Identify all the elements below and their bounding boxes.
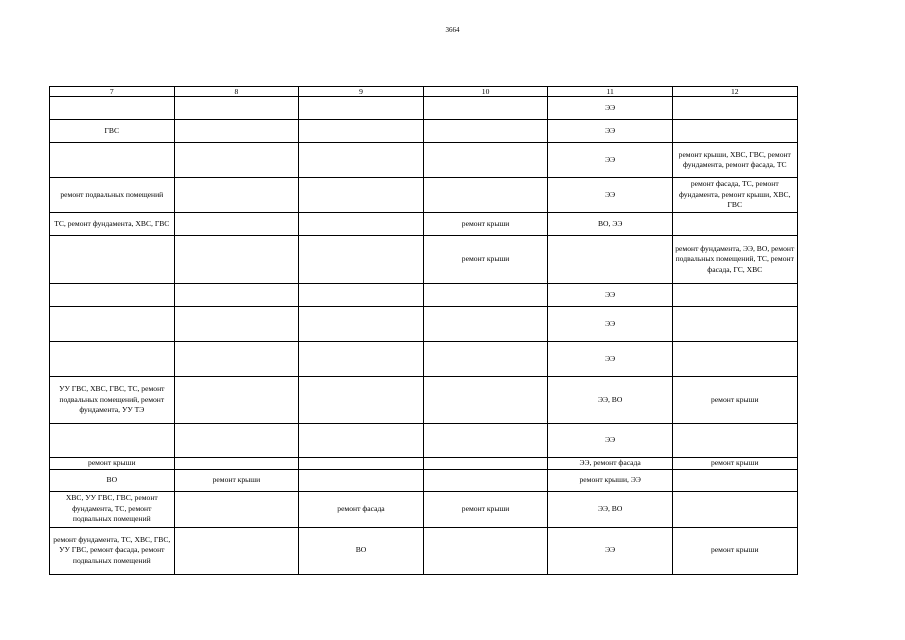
table-row [50,527,798,574]
table-cell [174,143,299,178]
table-cell: ЭЭ, ремонт фасада [548,458,673,470]
column-header-10: 10 [423,87,548,97]
table-row [50,491,798,527]
table-cell [299,469,424,491]
table-cell [423,458,548,470]
table-cell [423,469,548,491]
table-cell [174,491,299,527]
table-cell: ЭЭ [548,527,673,574]
table-cell: ремонт крыши [423,491,548,527]
table-cell: ЭЭ, ВО [548,491,673,527]
column-header-11: 11 [548,87,673,97]
table-cell [423,342,548,377]
table-cell [299,97,424,120]
table-row [50,284,798,307]
table-cell [423,120,548,143]
table-cell [299,342,424,377]
table-row [50,213,798,236]
table-cell: ремонт фундамента, ТС, ХВС, ГВС, УУ ГВС, ремонт фасада, ремонт подвальных помещений [50,527,175,574]
table-cell [174,236,299,284]
data-table [49,86,798,575]
table-cell [299,143,424,178]
table-cell [672,97,797,120]
table-cell: ЭЭ [548,424,673,458]
table-row [50,120,798,143]
table-cell [423,143,548,178]
table-cell: ремонт крыши, ЭЭ [548,469,673,491]
header-row [50,87,798,97]
table-row [50,307,798,342]
table-row [50,458,798,470]
table-cell [50,97,175,120]
table-cell [50,307,175,342]
table-row [50,342,798,377]
table-cell: ГВС [50,120,175,143]
table-cell: ремонт крыши [672,527,797,574]
table-cell [174,307,299,342]
column-header-9: 9 [299,87,424,97]
table-cell [423,284,548,307]
table-cell [672,307,797,342]
table-cell: УУ ГВС, ХВС, ГВС, ТС, ремонт подвальных помещений, ремонт фундамента, УУ ТЭ [50,377,175,424]
table-row [50,97,798,120]
table-cell: ремонт крыши [672,458,797,470]
table-cell [299,458,424,470]
table-cell: ВО, ЭЭ [548,213,673,236]
table-cell: ремонт крыши [423,236,548,284]
table-cell: ТС, ремонт фундамента, ХВС, ГВС [50,213,175,236]
table-cell: ЭЭ [548,97,673,120]
table-cell [423,424,548,458]
table-cell: ремонт крыши [672,377,797,424]
table-cell [174,527,299,574]
table-cell [299,236,424,284]
table-cell [299,213,424,236]
table-cell [174,120,299,143]
table-cell: ВО [50,469,175,491]
table-cell: ЭЭ [548,120,673,143]
table-cell [174,424,299,458]
table-cell: ремонт фундамента, ЭЭ, ВО, ремонт подвальных помещений, ТС, ремонт фасада, ГС, ХВС [672,236,797,284]
table-cell [672,424,797,458]
column-header-12: 12 [672,87,797,97]
table-cell [50,143,175,178]
table-cell: ремонт подвальных помещений [50,178,175,213]
table-cell [50,342,175,377]
table-row [50,377,798,424]
table-cell [423,97,548,120]
table-cell [423,377,548,424]
table-row [50,424,798,458]
table-cell [50,236,175,284]
table-cell [50,424,175,458]
table-cell [299,424,424,458]
table-cell [174,458,299,470]
table-cell [174,97,299,120]
table-row [50,236,798,284]
table-cell [299,120,424,143]
table-cell: ЭЭ, ВО [548,377,673,424]
table-cell [423,307,548,342]
table-cell [672,342,797,377]
table-cell [672,469,797,491]
table-cell: ХВС, УУ ГВС, ГВС, ремонт фундамента, ТС, ремонт подвальных помещений [50,491,175,527]
table-cell [672,120,797,143]
table-row [50,143,798,178]
table-cell: ЭЭ [548,342,673,377]
table-cell [174,342,299,377]
table-cell [423,527,548,574]
table-cell [174,213,299,236]
table-cell [299,307,424,342]
table-cell [299,377,424,424]
table-cell: ЭЭ [548,143,673,178]
table-cell [174,178,299,213]
table-cell: ремонт крыши [50,458,175,470]
table-cell [672,284,797,307]
table-cell [174,284,299,307]
table-cell: ремонт крыши, ХВС, ГВС, ремонт фундамента, ремонт фасада, ТС [672,143,797,178]
page-number: 3664 [445,26,460,34]
table-row [50,178,798,213]
table-cell: ЭЭ [548,178,673,213]
table-cell: ВО [299,527,424,574]
table-cell [299,178,424,213]
table-cell [672,491,797,527]
table-cell [174,377,299,424]
table-cell: ремонт крыши [174,469,299,491]
table-body [50,97,798,575]
table-cell: ремонт крыши [423,213,548,236]
table-cell [50,284,175,307]
table-cell [548,236,673,284]
table-cell [423,178,548,213]
table-cell [672,213,797,236]
table-cell: ЭЭ [548,307,673,342]
table-cell: ремонт фасада [299,491,424,527]
column-header-7: 7 [50,87,175,97]
table-cell: ЭЭ [548,284,673,307]
table-cell [299,284,424,307]
table-cell: ремонт фасада, ТС, ремонт фундамента, ремонт крыши, ХВС, ГВС [672,178,797,213]
table-row [50,469,798,491]
column-header-8: 8 [174,87,299,97]
